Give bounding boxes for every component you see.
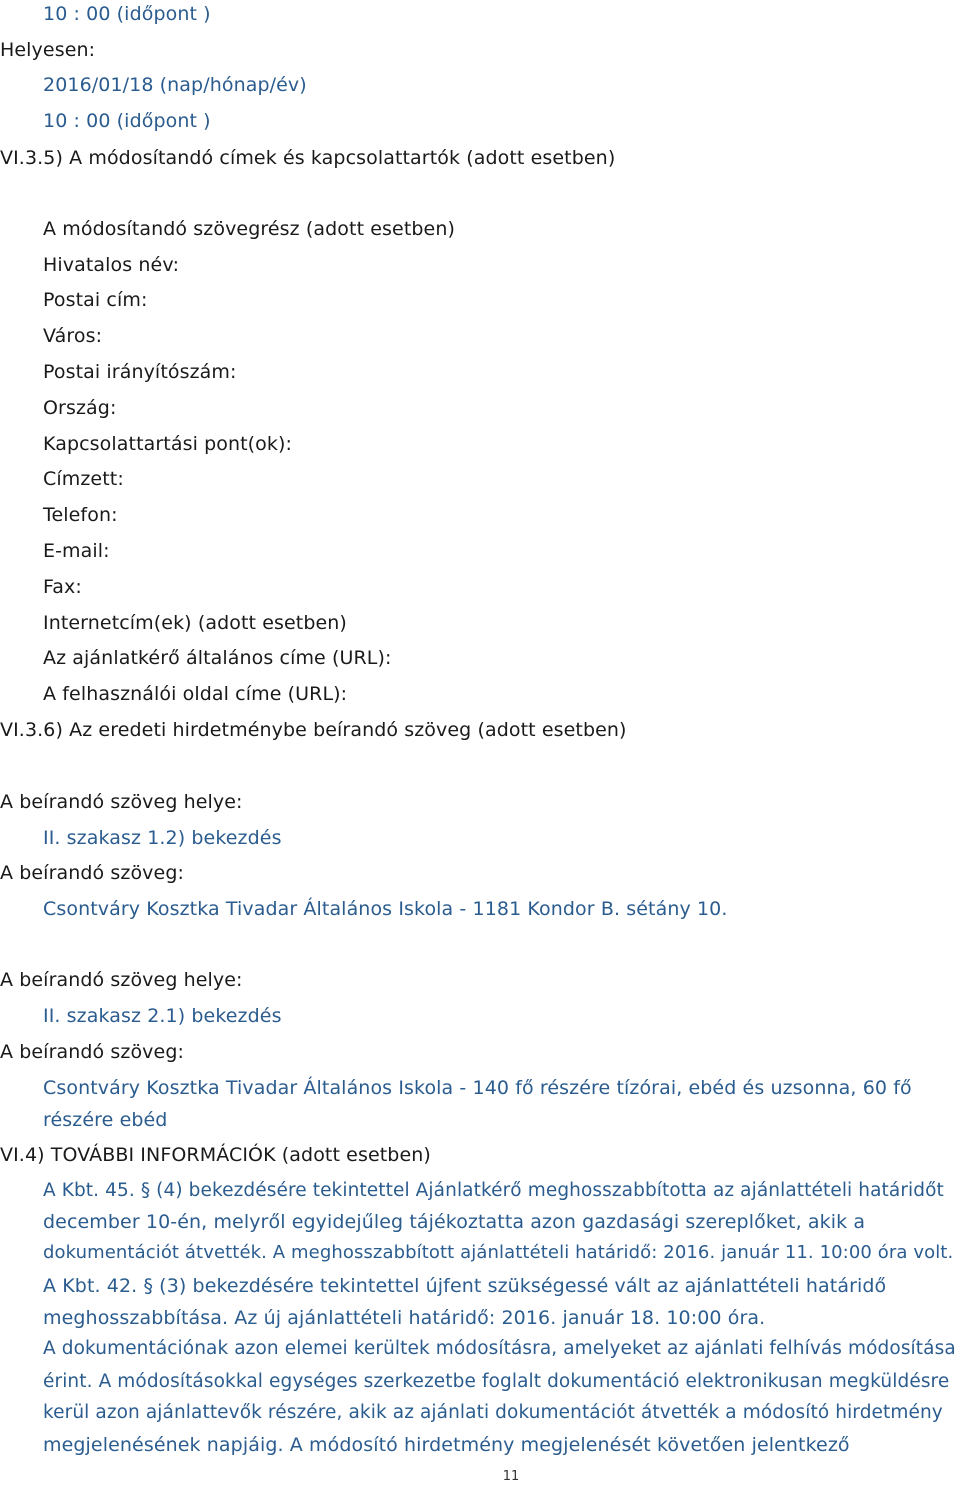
info-paragraph-line: A dokumentációnak azon elemei kerültek módosításra, amelyeket az ajánlati felhívás módosítása [43, 1338, 956, 1359]
insert-place-label: A beírandó szöveg helye: [0, 969, 243, 991]
insert-place-value: II. szakasz 1.2) bekezdés [43, 827, 282, 849]
section-heading-vi-4: VI.4) TOVÁBBI INFORMÁCIÓK (adott esetben) [0, 1144, 431, 1166]
field-label: A felhasználói oldal címe (URL): [43, 683, 348, 705]
info-paragraph-line: kerül azon ajánlattevők részére, akik az ajánlati dokumentációt átvették a módosító hirdetmény [43, 1402, 943, 1423]
time-value-1: 10 : 00 (időpont ) [43, 3, 211, 25]
insert-text-value: Csontváry Kosztka Tivadar Általános Iskola - 1181 Kondor B. sétány 10. [43, 898, 728, 920]
info-paragraph-line: meghosszabbítása. Az új ajánlattételi határidő: 2016. január 18. 10:00 óra. [43, 1307, 766, 1329]
info-paragraph-line: A Kbt. 42. § (3) bekezdésére tekintettel újfent szükségessé vált az ajánlattételi határidő [43, 1275, 887, 1297]
field-label: Postai cím: [43, 289, 148, 311]
field-label: Telefon: [43, 504, 118, 526]
info-paragraph-line: érint. A módosításokkal egységes szerkezetbe foglalt dokumentáció elektronikusan megküldésre [43, 1371, 950, 1392]
info-paragraph-line: december 10-én, melyről egyidejűleg tájékoztatta azon gazdasági szereplőket, akik a [43, 1211, 866, 1233]
insert-place-value: II. szakasz 2.1) bekezdés [43, 1005, 282, 1027]
field-label: Postai irányítószám: [43, 361, 237, 383]
section-heading-vi-3-5: VI.3.5) A módosítandó címek és kapcsolattartók (adott esetben) [0, 147, 616, 169]
helyesen-label: Helyesen: [0, 39, 96, 61]
insert-text-value: részére ebéd [43, 1109, 168, 1131]
field-label: Kapcsolattartási pont(ok): [43, 433, 293, 455]
insert-text-value: Csontváry Kosztka Tivadar Általános Iskola - 140 fő részére tízórai, ebéd és uzsonna, 60 fő [43, 1077, 912, 1099]
section-heading-vi-3-6: VI.3.6) Az eredeti hirdetménybe beírandó szöveg (adott esetben) [0, 719, 627, 741]
field-label: Címzett: [43, 468, 124, 490]
insert-place-label: A beírandó szöveg helye: [0, 791, 243, 813]
field-label: A módosítandó szövegrész (adott esetben) [43, 218, 455, 240]
insert-text-label: A beírandó szöveg: [0, 1041, 184, 1063]
field-label: Város: [43, 325, 103, 347]
field-label: Az ajánlatkérő általános címe (URL): [43, 647, 392, 669]
insert-text-label: A beírandó szöveg: [0, 862, 184, 884]
field-label: Hivatalos név: [43, 254, 180, 276]
field-label: Ország: [43, 397, 117, 419]
field-label: Fax: [43, 576, 82, 598]
time-value-2: 10 : 00 (időpont ) [43, 110, 211, 132]
info-paragraph-line: A Kbt. 45. § (4) bekezdésére tekintettel Ajánlatkérő meghosszabbította az ajánlattételi határidőt [43, 1180, 944, 1201]
info-paragraph-line: megjelenésének napjáig. A módosító hirdetmény megjelenését követően jelentkező [43, 1434, 850, 1456]
date-value: 2016/01/18 (nap/hónap/év) [43, 74, 307, 96]
field-label: Internetcím(ek) (adott esetben) [43, 612, 347, 634]
page-number: 11 [502, 1469, 520, 1484]
info-paragraph-line: dokumentációt átvették. A meghosszabbított ajánlattételi határidő: 2016. január 11. 10:00 óra volt. [43, 1242, 954, 1263]
field-label: E-mail: [43, 540, 110, 562]
